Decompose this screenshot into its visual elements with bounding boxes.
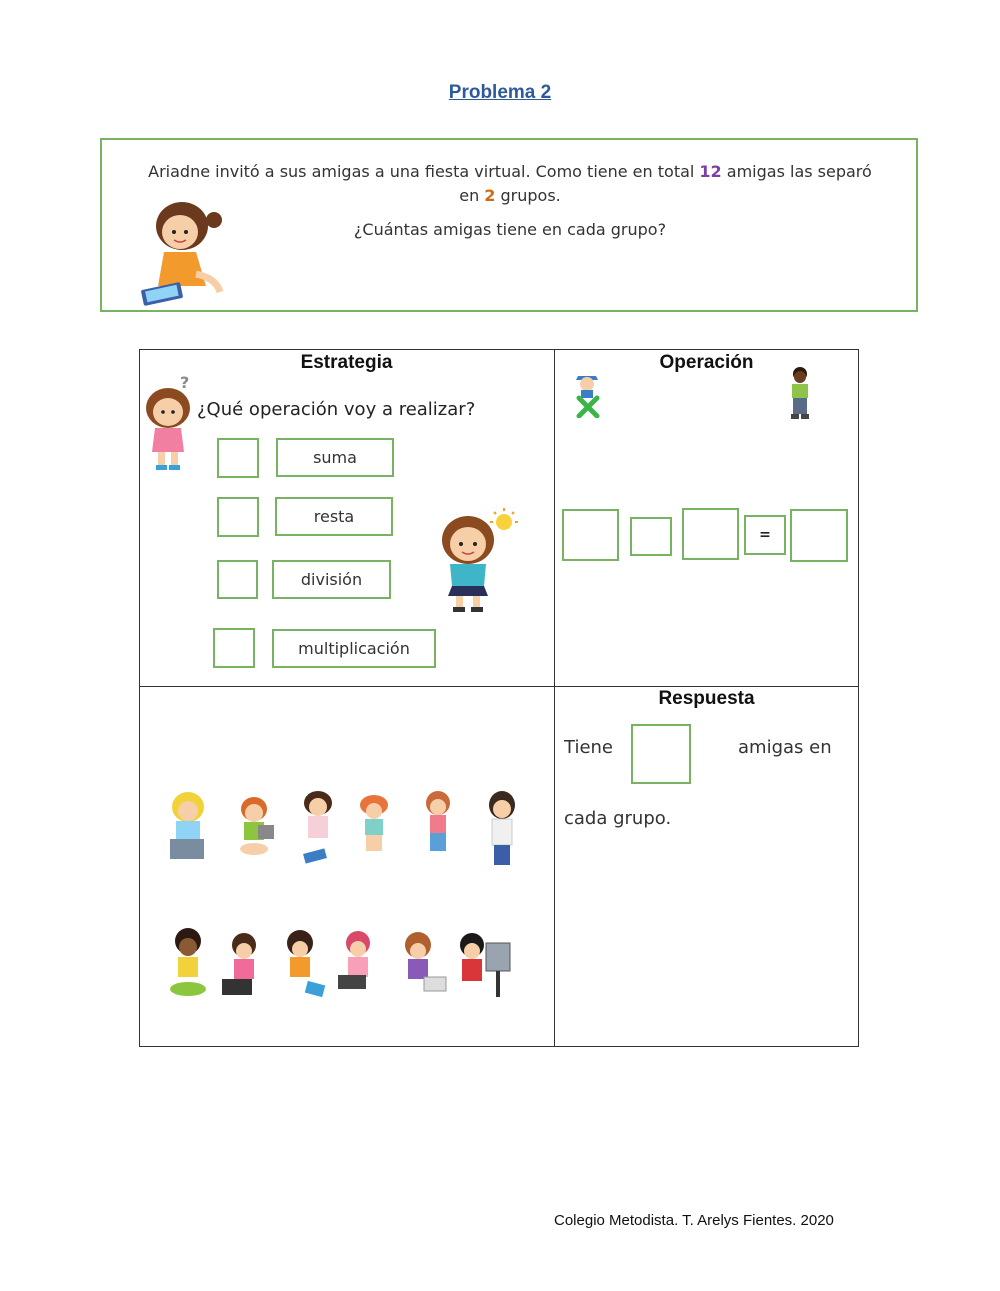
total-number: 12 <box>699 162 722 181</box>
option-suma[interactable]: suma <box>276 438 394 477</box>
footer-credit: Colegio Metodista. T. Arelys Fientes. 2020 <box>554 1212 834 1229</box>
answer-text-3: cada grupo. <box>564 808 672 829</box>
problem-text-3: en <box>459 186 485 205</box>
thinking-girl-illustration <box>140 372 196 472</box>
checkbox-suma[interactable] <box>217 438 259 478</box>
checkbox-multiplicacion[interactable] <box>213 628 255 668</box>
answer-heading: Respuesta <box>658 688 755 709</box>
answer-text-2: amigas en <box>738 737 832 758</box>
operation-result[interactable] <box>790 509 848 562</box>
operation-operator[interactable] <box>630 517 672 556</box>
problem-text-4: grupos. <box>495 186 561 205</box>
option-division[interactable]: división <box>272 560 391 599</box>
idea-girl-illustration <box>428 508 520 616</box>
operation-operand-2[interactable] <box>682 508 739 560</box>
problem-question: ¿Cuántas amigas tiene en cada grupo? <box>353 220 667 239</box>
grid-divider-horizontal <box>139 686 859 687</box>
option-resta[interactable]: resta <box>275 497 393 536</box>
problem-text-2: amigas las separó <box>721 162 872 181</box>
boy-with-x-illustration <box>574 370 604 418</box>
option-multiplicacion[interactable]: multiplicación <box>272 629 436 668</box>
page-title: Problema 2 <box>448 82 552 103</box>
problem-text-1: Ariadne invitó a sus amigas a una fiesta virtual. Como tiene en total <box>148 162 700 181</box>
girl-with-tablet-illustration <box>136 200 228 306</box>
groups-number: 2 <box>484 186 496 205</box>
equals-sign: = <box>744 515 786 555</box>
boy-standing-illustration <box>786 366 814 422</box>
answer-box[interactable] <box>631 724 691 784</box>
problem-statement <box>120 160 900 208</box>
strategy-question: ¿Qué operación voy a realizar? <box>197 399 476 420</box>
operation-operand-1[interactable] <box>562 509 619 561</box>
checkbox-resta[interactable] <box>217 497 259 537</box>
checkbox-division[interactable] <box>217 560 258 599</box>
twelve-friends-illustration <box>160 785 530 1025</box>
operation-heading: Operación <box>659 352 754 373</box>
strategy-heading: Estrategia <box>300 352 393 373</box>
answer-text-1: Tiene <box>564 737 613 758</box>
svg-text:?: ? <box>180 373 190 392</box>
